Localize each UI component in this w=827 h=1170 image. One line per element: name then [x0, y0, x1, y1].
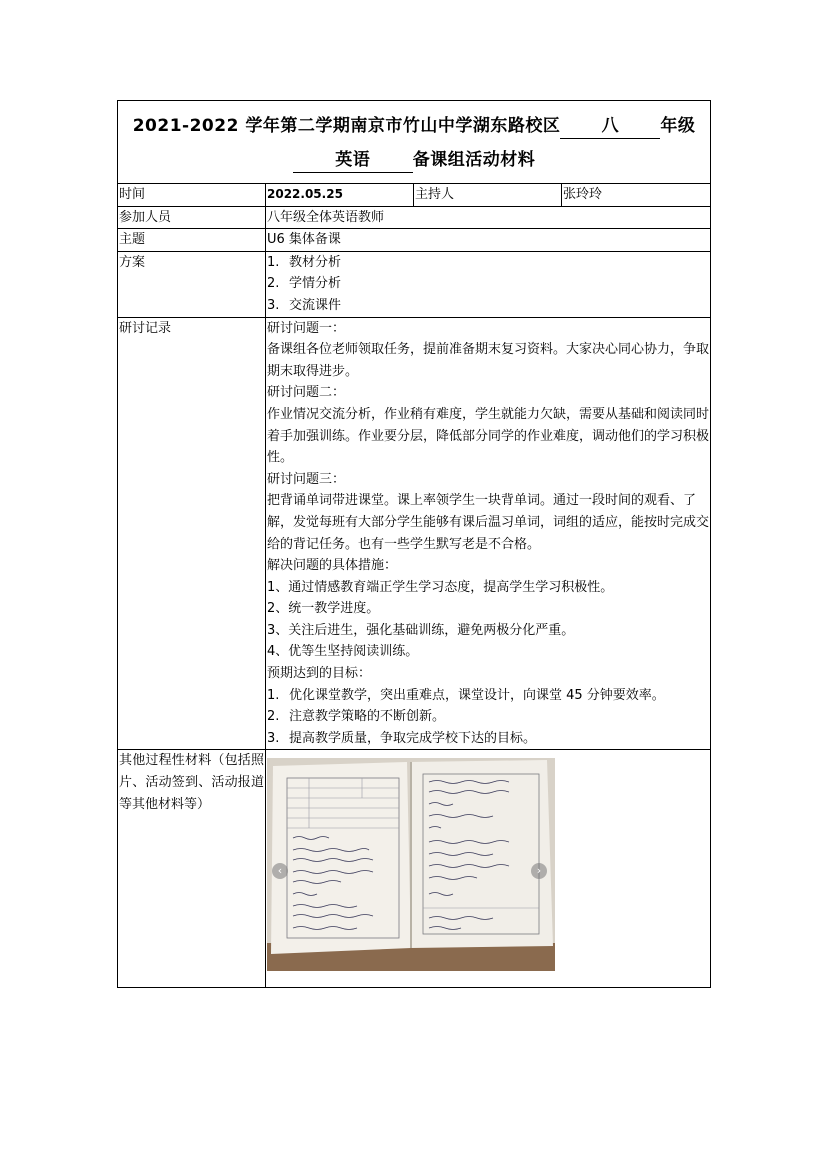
plan-row: [118, 251, 711, 317]
question-1-body: 备课组各位老师领取任务，提前准备期末复习资料。大家决心同心协力，争取期末取得进步。: [267, 342, 710, 379]
title-line-1: [118, 109, 710, 143]
topic-row: [118, 229, 711, 252]
photo-prev-button[interactable]: ‹: [272, 863, 288, 879]
record-row: [118, 317, 711, 750]
measure-item: 1、通过情感教育端正学生学习态度，提高学生学习积极性。: [267, 579, 614, 595]
activity-photo: [267, 758, 555, 971]
activity-record-table: [117, 100, 711, 988]
question-2-body: 作业情况交流分析，作业稍有难度，学生就能力欠缺，需要从基础和阅读同时着手加强训练。作业要分层，降低部分同学的作业难度，调动他们的学习积极性。: [267, 406, 710, 466]
title-grade: 八: [560, 114, 660, 139]
photo-next-button[interactable]: ›: [531, 863, 547, 879]
goal-item: 2. 注意教学策略的不断创新。: [267, 709, 446, 725]
other-materials-label: 其他过程性材料（包括照片、活动签到、活动报道等其他材料等）: [118, 750, 266, 988]
goal-item: 1. 优化课堂教学，突出重难点，课堂设计，向课堂 45 分钟要效率。: [267, 687, 665, 703]
measures-title: 解决问题的具体措施：: [267, 558, 398, 574]
record-label: 研讨记录: [118, 317, 266, 750]
measure-item: 2、统一教学进度。: [267, 601, 380, 617]
title-suffix: 备课组活动材料: [412, 150, 536, 170]
measure-item: 3、关注后进生，强化基础训练，避免两极分化严重。: [267, 622, 575, 638]
topic-value: U6 集体备课: [266, 229, 711, 252]
plan-item: 1. 教材分析: [267, 254, 342, 270]
measure-item: 4、优等生坚持阅读训练。: [267, 644, 419, 660]
time-row: [118, 184, 711, 207]
participants-label: 参加人员: [118, 206, 266, 229]
record-content: [266, 317, 711, 750]
participants-value: 八年级全体英语教师: [266, 206, 711, 229]
time-value: 2022.05.25: [266, 184, 414, 207]
other-materials-content: [266, 750, 711, 988]
title-row: [118, 101, 711, 184]
title-grade-suffix: 年级: [660, 116, 696, 136]
document-sheet: [117, 100, 710, 988]
plan-label: 方案: [118, 251, 266, 317]
title-prefix: 2021-2022 学年第二学期南京市竹山中学湖东路校区: [132, 116, 561, 136]
question-3-body: 把背诵单词带进课堂。课上率领学生一块背单词。通过一段时间的观看、了解，发觉每班有大部分学生能够有课后温习单词，词组的适应，能按时完成交给的背记任务。也有一些学生默写老是不合格。: [267, 493, 710, 552]
notebook-photo-image: [267, 758, 555, 971]
title-line-2: [118, 143, 710, 177]
title-subject: 英语: [293, 148, 413, 173]
host-label: 主持人: [414, 184, 562, 207]
plan-item: 3. 交流课件: [267, 297, 342, 313]
question-2-title: 研讨问题二：: [267, 385, 346, 401]
time-label: 时间: [118, 184, 266, 207]
host-value: 张玲玲: [562, 184, 711, 207]
plan-list: [266, 251, 711, 317]
question-1-title: 研讨问题一：: [267, 320, 346, 336]
question-3-title: 研讨问题三：: [267, 471, 346, 487]
participants-row: [118, 206, 711, 229]
goal-item: 3. 提高教学质量，争取完成学校下达的目标。: [267, 730, 537, 746]
topic-label: 主题: [118, 229, 266, 252]
goals-title: 预期达到的目标：: [267, 666, 372, 682]
plan-item: 2. 学情分析: [267, 276, 342, 292]
other-materials-row: [118, 750, 711, 988]
title-cell: [118, 101, 711, 184]
